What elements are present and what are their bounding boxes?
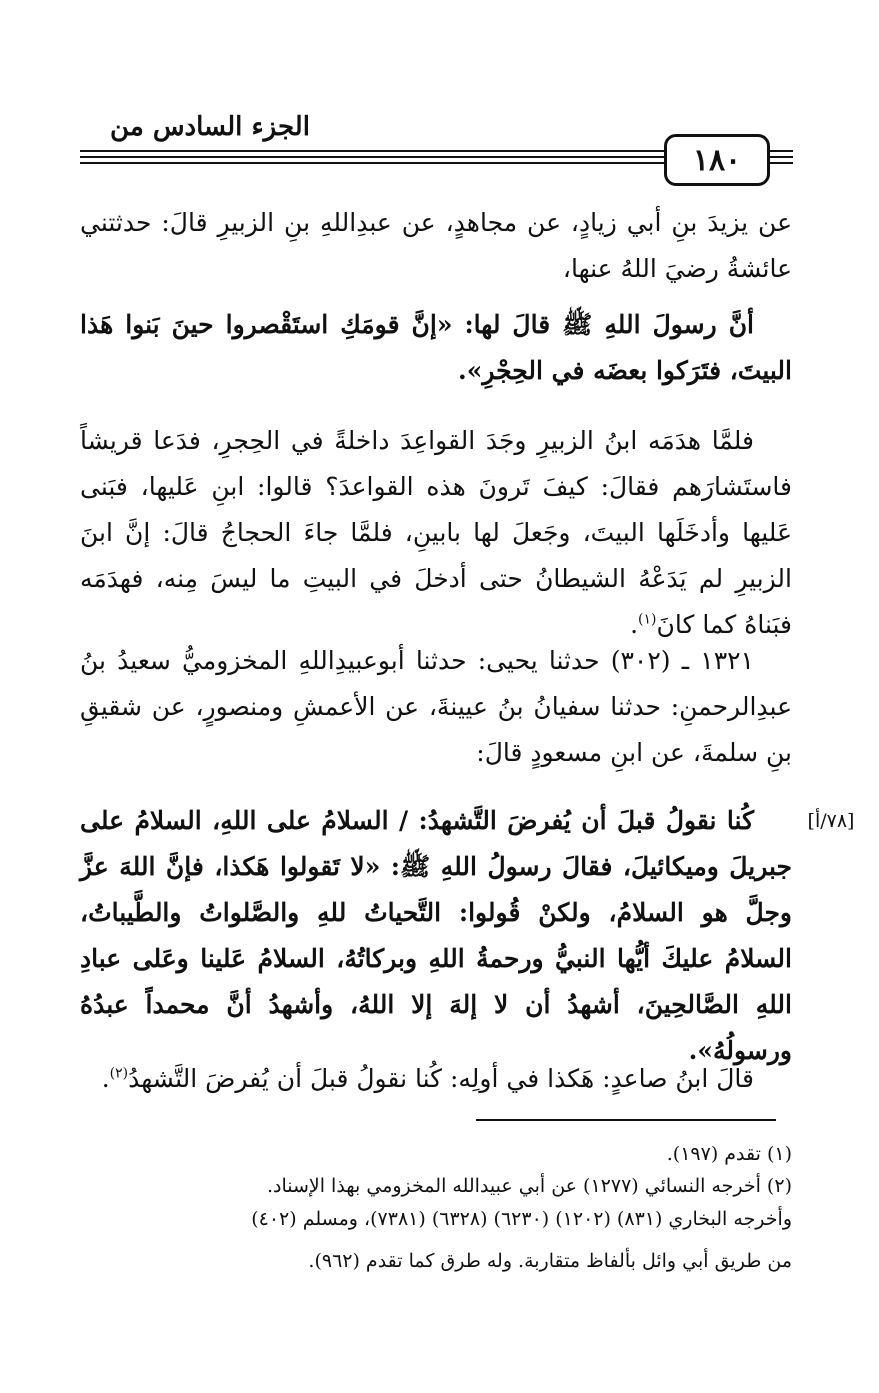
footnote: (٢) أخرجه النسائي (١٢٧٧) عن أبي عبيدالله المخزومي بهذا الإسناد. [266, 1175, 792, 1197]
paragraph: قالَ ابنُ صاعدٍ: هَكذا في أولِه: كُنا نقولُ قبلَ أن يُفرضَ التَّشهدُ$^{(٢)}$. [101, 1064, 754, 1093]
footnote: من طريق أبي وائل بألفاظ متقاربة. وله طرق كما تقدم (٩٦٢). [308, 1250, 792, 1272]
isnad-paragraph: ١٣٢١ ـ (٣٠٢) حدثنا يحيى: حدثنا أبوعبيدِاللهِ المخزوميُّ سعيدُ بنُ عبدِالرحمنِ: حدثنا سفيانُ بنُ عيينةَ، عن الأعمشِ ومنصورٍ، عن شقيقِ بنِ سلمةَ، عن ابنِ مسعودٍ قالَ: [80, 646, 792, 767]
footnote: وأخرجه البخاري (٨٣١) (١٢٠٢) (٦٢٣٠) (٦٣٢٨) (٧٣٨١)، ومسلم (٤٠٢) [251, 1208, 792, 1230]
running-title: الجزء السادس من [110, 112, 310, 142]
page-number: ١٨٠ [664, 134, 770, 186]
hadith-text: أنَّ رسولَ اللهِ ﷺ قالَ لها: «إنَّ قومَكِ استَقْصروا حينَ بَنوا هَذا البيتَ، فتَرَكوا بعضَه في الحِجْرِ». [80, 310, 792, 385]
header-rule [80, 162, 665, 164]
paragraph: فلمَّا هدَمَه ابنُ الزبيرِ وجَدَ القواعِدَ داخلةً في الحِجرِ، فدَعا قريشاً فاستَشارَهم فقالَ: كيفَ تَرونَ هذه القواعدَ؟ قالوا: ابنِ عَليها، فبَنى عَليها وأدخَلَها البيتَ، وجَعلَ لها بابينِ، فلمَّا جاءَ الحجاجُ قالَ: إنَّ ابنَ الزبيرِ لم يَدَعْهُ الشيطانُ حتى أدخلَ في البيتِ ما ليسَ مِنه، فهدَمَه فبَناهُ كما كانَ$^{(١)}$. [80, 426, 792, 639]
paragraph-text: قالَ ابنُ صاعدٍ: هَكذا في أولِه: كُنا نقولُ قبلَ أن يُفرضَ التَّشهدُ [128, 1064, 754, 1093]
hadith-text: كُنا نقولُ قبلَ أن يُفرضَ التَّشهدُ: / السلامُ على اللهِ، السلامُ على جبريلَ وميكائيلَ، فقالَ رسولُ اللهِ ﷺ: «لا تَقولوا هَكذا، فإنَّ اللهَ عزَّ وجلَّ هو السلامُ، ولكنْ قُولوا: التَّحياتُ للهِ والصَّلواتُ والطَّيباتُ، السلامُ عليكَ أيُّها النبيُّ ورحمةُ اللهِ وبركاتُهُ، السلامُ عَلينا وعَلى عبادِ اللهِ الصَّالحِينَ، أشهدُ أن لا إلهَ إلا اللهُ، وأشهدُ أنَّ محمداً عبدُهُ ورسولُهُ». [80, 806, 792, 1065]
paragraph-text: فلمَّا هدَمَه ابنُ الزبيرِ وجَدَ القواعِدَ داخلةً في الحِجرِ، فدَعا قريشاً فاستَشارَهم فقالَ: كيفَ تَرونَ هذه القواعدَ؟ قالوا: ابنِ عَليها، فبَنى عَليها وأدخَلَها البيتَ، وجَعلَ لها بابينِ، فلمَّا جاءَ الحجاجُ قالَ: إنَّ ابنَ الزبيرِ لم يَدَعْهُ الشيطانُ حتى أدخلَ في البيتِ ما ليسَ مِنه، فهدَمَه فبَناهُ كما كانَ [80, 426, 792, 639]
footnote-ref: (١) [638, 611, 657, 628]
paragraph: عن يزيدَ بنِ أبي زيادٍ، عن مجاهدٍ، عن عبدِاللهِ بنِ الزبيرِ قالَ: حدثتني عائشةُ رضيَ اللهُ عنها، [80, 208, 792, 283]
footnote: (١) تقدم (١٩٧). [666, 1143, 792, 1165]
footnote-ref: (٢) [109, 1065, 129, 1082]
footnote-divider [476, 1119, 776, 1121]
header-rule [80, 150, 665, 152]
margin-marker: [٧٨/أ] [807, 810, 855, 832]
header-rule [80, 156, 665, 158]
